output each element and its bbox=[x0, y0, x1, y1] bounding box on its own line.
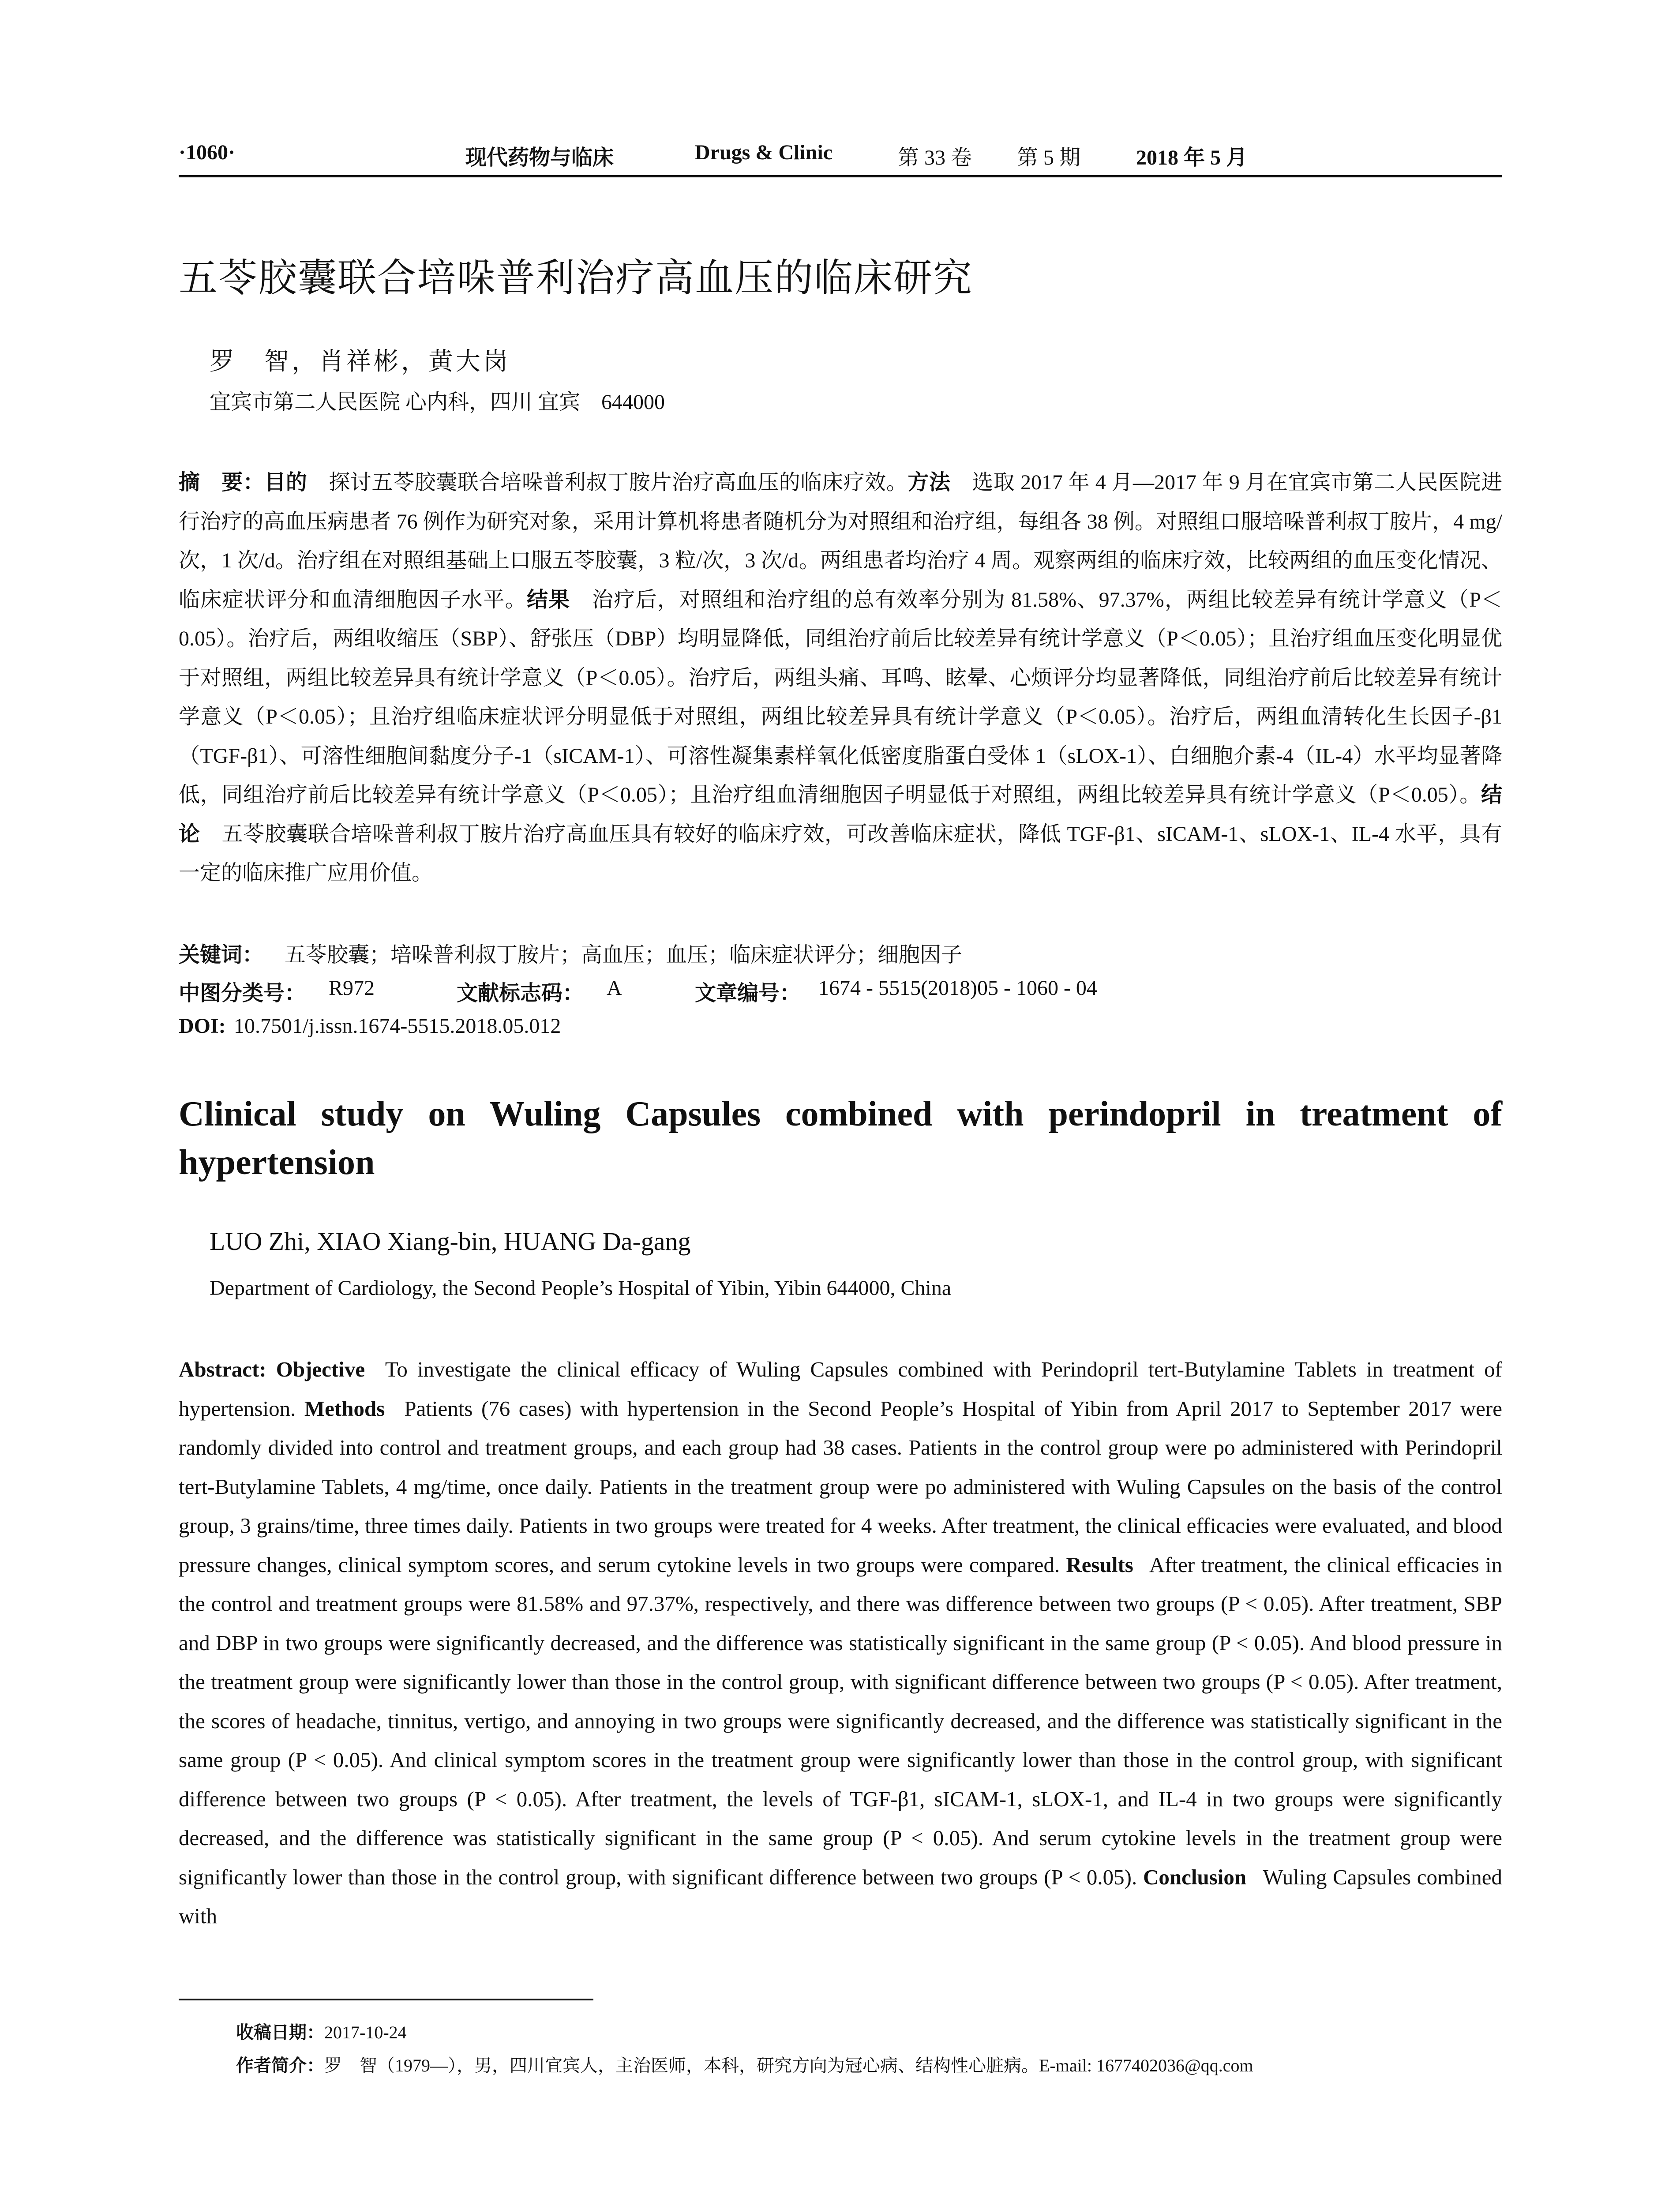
clc-code: R972 bbox=[329, 976, 375, 1000]
doi-label: DOI: bbox=[179, 1014, 226, 1038]
author-list-cn: 罗 智，肖祥彬，黄大岗 bbox=[210, 348, 510, 375]
received-label: 收稿日期： bbox=[236, 2022, 324, 2042]
conclusion-label-en: Conclusion bbox=[1143, 1865, 1247, 1889]
doi-value[interactable]: 10.7501/j.issn.1674-5515.2018.05.012 bbox=[234, 1014, 561, 1038]
doc-code-label: 文献标志码： bbox=[457, 982, 584, 1005]
abstract-en bbox=[179, 1350, 1502, 1936]
footnote-rule bbox=[179, 1999, 593, 2000]
abstract-cn-label: 摘 要： bbox=[179, 471, 265, 494]
keywords-text: 五苓胶囊；培哚普利叔丁胺片；高血压；血压；临床症状评分；细胞因子 bbox=[285, 943, 963, 967]
volume: 第 33 卷 bbox=[898, 146, 972, 169]
conclusion-label-cn: 结论 bbox=[179, 783, 1502, 846]
results-label-en: Results bbox=[1066, 1552, 1133, 1577]
abstract-en-label: Abstract: bbox=[179, 1357, 266, 1381]
received-date: 2017-10-24 bbox=[324, 2022, 407, 2042]
article-title-cn: 五苓胶囊联合培哚普利治疗高血压的临床研究 bbox=[179, 255, 973, 300]
header-rule bbox=[179, 175, 1502, 177]
objective-label-cn: 目的 bbox=[264, 471, 308, 494]
keywords-label: 关键词： bbox=[179, 943, 264, 967]
issue-date: 2018 年 5 月 bbox=[1136, 146, 1248, 169]
affiliation-en: Department of Cardiology, the Second People’s Hospital of Yibin, Yibin 644000, China bbox=[210, 1276, 952, 1300]
issue: 第 5 期 bbox=[1017, 146, 1081, 169]
article-number-label: 文章编号： bbox=[695, 982, 801, 1005]
author-bio: 罗 智（1979—），男，四川宜宾人，主治医师，本科，研究方向为冠心病、结构性心脏病。E-mail: 1677402036@qq.com bbox=[324, 2056, 1253, 2075]
methods-cn: 选取 2017 年 4 月—2017 年 9 月在宜宾市第二人民医院进行治疗的高血压病患者 76 例作为研究对象，采用计算机将患者随机分为对照组和治疗组，每组各 38 例。对照组口服培哚普利叔丁胺片，4 mg/次，1 次/d。治疗组在对照组基础上口服五苓胶囊，3 粒/次，3 次/d。两组患者均治疗 4 周。观察两组的临床疗效，比较两组的血压变化情况、临床症状评分和血清细胞因子水平。 bbox=[179, 471, 1502, 612]
page-number: ·1060· bbox=[179, 141, 236, 164]
article-title-en: Clinical study on Wuling Capsules combined with perindopril in treatment of hypertension bbox=[179, 1095, 1502, 1182]
footnote-received bbox=[236, 2018, 407, 2044]
conclusion-cn: 五苓胶囊联合培哚普利叔丁胺片治疗高血压具有较好的临床疗效，可改善临床症状，降低 TGF-β1、sICAM-1、sLOX-1、IL-4 水平，具有一定的临床推广应用价值。 bbox=[179, 822, 1502, 885]
journal-name-cn: 现代药物与临床 bbox=[465, 145, 614, 170]
objective-cn: 探讨五苓胶囊联合培哚普利叔丁胺片治疗高血压的临床疗效。 bbox=[328, 471, 908, 494]
methods-label-en: Methods bbox=[304, 1396, 385, 1421]
affiliation-cn: 宜宾市第二人民医院 心内科，四川 宜宾 644000 bbox=[210, 390, 665, 414]
journal-name-en: Drugs & Clinic bbox=[695, 141, 832, 164]
results-cn: 治疗后，对照组和治疗组的总有效率分别为 81.58%、97.37%，两组比较差异有统计学意义（P＜0.05）。治疗后，两组收缩压（SBP）、舒张压（DBP）均明显降低，同组治疗前后比较差异有统计学意义（P＜0.05）；且治疗组血压变化明显优于对照组，两组比较差异具有统计学意义（P＜0.05）。治疗后，两组头痛、耳鸣、眩晕、心烦评分均显著降低，同组治疗前后比较差异有统计学意义（P＜0.05）；且治疗组临床症状评分明显低于对照组，两组比较差异具有统计学意义（P＜0.05）。治疗后，两组血清转化生长因子-β1（TGF-β1）、可溶性细胞间黏度分子-1（sICAM-1）、可溶性凝集素样氧化低密度脂蛋白受体 1（sLOX-1）、白细胞介素-4（IL-4）水平均显著降低，同组治疗前后比较差异有统计学意义（P＜0.05）；且治疗组血清细胞因子明显低于对照组，两组比较差异具有统计学意义（P＜0.05）。 bbox=[179, 588, 1502, 807]
clc-label: 中图分类号： bbox=[179, 982, 306, 1005]
conclusion-en: Wuling Capsules combined with bbox=[179, 1865, 1502, 1928]
objective-label-en: Objective bbox=[276, 1357, 365, 1381]
results-en: After treatment, the clinical efficacies in the control and treatment groups were 81.58% and 97.37%, respectively, and there was difference between two groups (P < 0.05). After treatment, SBP and DBP in two groups were significantly decreased, and the difference was statistically significant in the same group (P < 0.05). And blood pressure in the treatment group were significantly lower than those in the control group, with significant difference between two groups (P < 0.05). After treatment, the scores of headache, tinnitus, vertigo, and annoying in two groups were significantly decreased, and the difference was statistically significant in the same group (P < 0.05). And clinical symptom scores in the treatment group were significantly lower than those in the control group, with significant difference between two groups (P < 0.05). After treatment, the levels of TGF-β1, sICAM-1, sLOX-1, and IL-4 in two groups were significantly decreased, and the difference was statistically significant in the same group (P < 0.05). And serum cytokine levels in the treatment group were significantly lower than those in the control group, with significant difference between two groups (P < 0.05). bbox=[179, 1552, 1503, 1889]
methods-en: Patients (76 cases) with hypertension in the Second People’s Hospital of Yibin from April 2017 to September 2017 were randomly divided into control and treatment groups, and each group had 38 cases. Patients in the control group were po administered with Perindopril tert-Butylamine Tablets, 4 mg/time, once daily. Patients in the treatment group were po administered with Wuling Capsules on the basis of the control group, 3 grains/time, three times daily. Patients in two groups were treated for 4 weeks. After treatment, the clinical efficacies were evaluated, and blood pressure changes, clinical symptom scores, and serum cytokine levels in two groups were compared. bbox=[179, 1396, 1502, 1577]
results-label-cn: 结果 bbox=[526, 588, 570, 612]
author-list-en: LUO Zhi, XIAO Xiang-bin, HUANG Da-gang bbox=[210, 1227, 691, 1256]
article-number: 1674 - 5515(2018)05 - 1060 - 04 bbox=[818, 976, 1097, 1000]
author-bio-label: 作者简介： bbox=[236, 2056, 324, 2075]
objective-en: To investigate the clinical efficacy of Wuling Capsules combined with Perindopril tert-Butylamine Tablets in treatment of hypertension. bbox=[179, 1357, 1503, 1421]
abstract-cn bbox=[179, 463, 1502, 893]
methods-label-cn: 方法 bbox=[908, 471, 951, 494]
running-header bbox=[179, 140, 1502, 171]
doc-code: A bbox=[607, 976, 622, 1000]
footnote-author bbox=[236, 2052, 1253, 2077]
